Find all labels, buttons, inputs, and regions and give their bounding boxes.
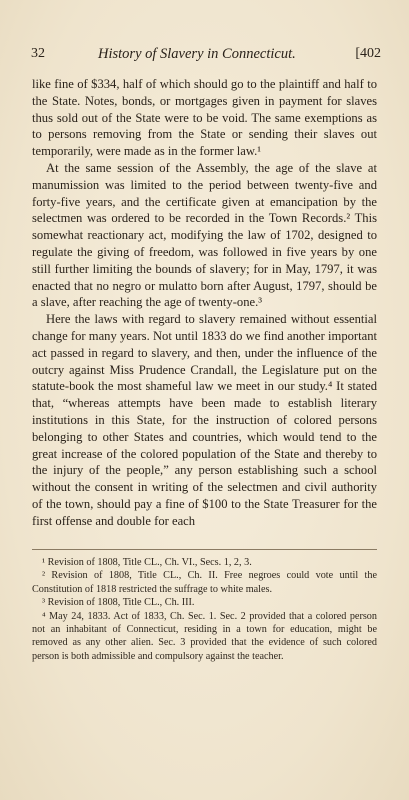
page-number: 32 <box>31 46 45 61</box>
section-number: [402 <box>355 46 381 61</box>
running-title: History of Slavery in Connecticut. <box>98 46 296 62</box>
paragraph-3: Here the laws with regard to slavery remained without essential change for many years. Not until 1833 do we find another important act passed in regard to slavery, and then, under the influence of the outcry against Miss Prudence Crandall, the Legislature put on the statute-book the most shameful law we meet in our study.⁴ It stated that, “whereas attempts have been made to establish literary institutions in this State, for the instruction of colored persons belonging to other States and countries, which would tend to the great increase of the colored population of the State and thereby to the injury of the people,” any person establishing such a school without the consent in writing of the selectmen and civil authority of the town, should pay a fine of $100 to the State Treasurer for the first offense and double for each <box>32 312 377 528</box>
footnote-4: ⁴ May 24, 1833. Act of 1833, Ch. Sec. 1. Sec. 2 provided that a colored person not an inhabitant of Connecticut, residing in a town for education, might be removed as any other alien. Sec. 3 provided that the evidence of such colored person is both admissible and compulsory against the teacher. <box>32 610 377 662</box>
footnotes <box>32 556 377 663</box>
paragraph-1: like fine of $334, half of which should go to the plaintiff and half to the State. Notes, bonds, or mortgages given in payment for slaves thus sold out of the State were to be void. The same exemptions as to persons removing from the State or sending their slaves out temporarily, were made as in the former law.¹ <box>32 77 377 159</box>
footnote-2: ² Revision of 1808, Title CL., Ch. II. Free negroes could vote until the Constitution of 1818 restricted the suffrage to white males. <box>32 570 377 595</box>
paragraph-2: At the same session of the Assembly, the age of the slave at manumission was limited to the period between twenty-five and forty-five years, and the certificate given at emancipation by the selectmen was ordered to be recorded in the Town Records.² This somewhat reactionary act, modifying the law of 1702, designed to regulate the giving of freedom, was followed in five years by one still further limiting the bounds of slavery; for in May, 1797, it was enacted that no negro or mulatto born after August, 1797, should be a slave, after reaching the age of twenty-one.³ <box>32 160 377 310</box>
footnote-divider <box>32 549 377 550</box>
footnote-1: ¹ Revision of 1808, Title CL., Ch. VI., Secs. 1, 2, 3. <box>42 557 252 568</box>
footnote-3: ³ Revision of 1808, Title CL., Ch. III. <box>42 597 195 609</box>
body-text <box>32 76 377 530</box>
page-header <box>31 46 381 66</box>
